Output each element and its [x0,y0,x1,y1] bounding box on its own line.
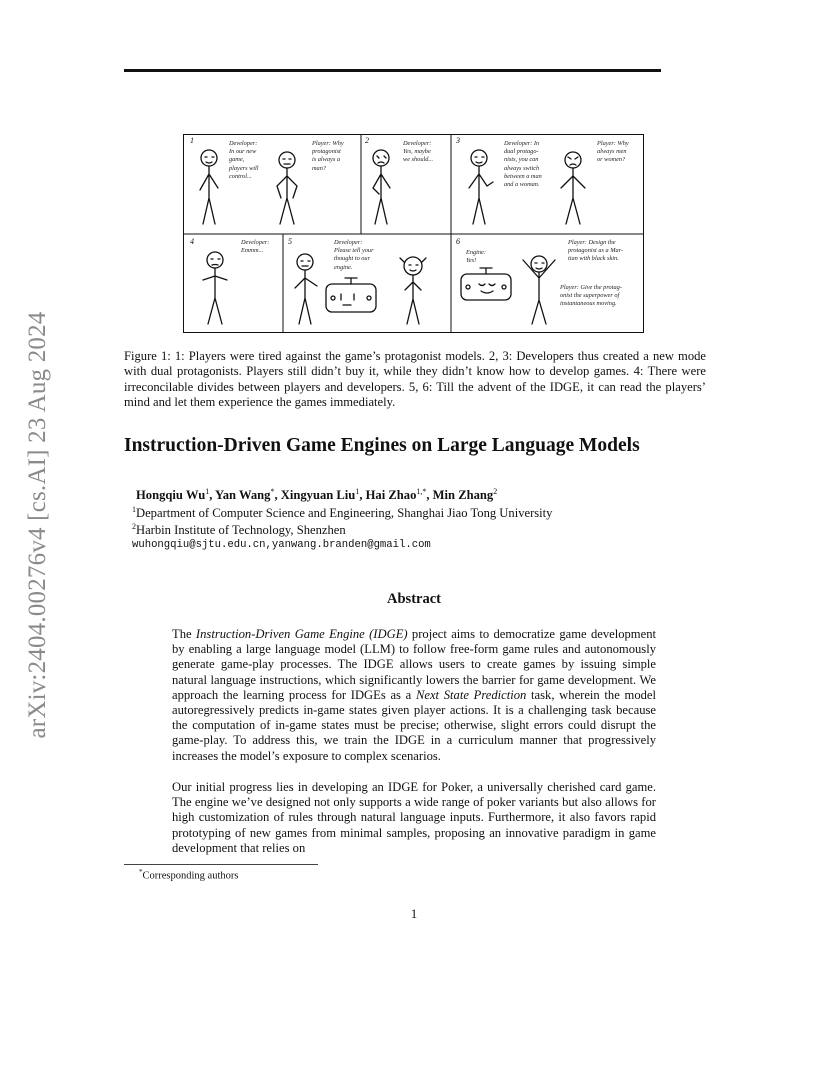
author-emails: wuhongqiu@sjtu.edu.cn,yanwang.branden@gmail.com [132,539,431,551]
panel-number: 1 [190,136,194,145]
panel-number: 3 [456,136,460,145]
panel-number: 5 [288,237,292,246]
abstract-paragraph [172,627,656,764]
abstract-text: task, wherein the model autoregressively predicts in-game states given player actions. It is a challenging task because the computation of in-game states must be precise; otherwise, slight errors could disrupt the game-play. To address this, we train the IDGE in a curriculum manner that progressively increases the model’s exposure to complex scenarios. [172,687,657,763]
affiliation-text: Department of Computer Science and Engineering, Shanghai Jiao Tong University [136,506,553,521]
affiliation-text: Harbin Institute of Technology, Shenzhen [136,523,346,538]
speech-bubble: Engine: Yes! [466,249,486,265]
page-number: 1 [410,907,418,921]
abstract-emphasis: Instruction-Driven Game Engine (IDGE) [195,627,408,641]
stick-figure-developer [373,150,390,224]
footnote [139,868,238,882]
abstract-text: project aims to democratize game development by enabling a large language model (LLM) to follow free-form game rules and autonomously generate game-play processes. The IDGE allows users to create games by issuing simple natural language instructions, which significantly lowers the barrier for game development. We approach the learning process for IDGEs as a [172,627,656,702]
author-name: Hongqiu Wu [136,488,206,503]
footnote-text: Corresponding authors [142,870,239,882]
speech-bubble: Player: Give the protag- onist the superpower of instantaneous moving. [560,284,622,308]
abstract-heading: Abstract [387,591,441,607]
figure-caption: Figure 1: 1: Players were tired against the game’s protagonist models. 2, 3: Developers thus created a new mode with dual protagonists. Players still didn’t buy it, while they didn’t know how to develop games. 4: There were irreconcilable divides between players and developers. 5, 6: Till the advent of the IDGE, it can read the players’ mind and let them experience the games immediately. [124,349,706,410]
stick-figure-developer [203,252,227,324]
author-list: Hongqiu Wu$^1$, Yan Wang*, Xingyuan Liu$^1$, Hai Zhao$^{1,*}$, Min Zhang$^2$ [136,487,498,503]
abstract-paragraph [172,780,656,856]
speech-bubble: Developer: In our new game, players will control... [229,140,259,180]
stick-figure-player [523,256,555,324]
footnote-rule [124,864,318,865]
author-name: Hai Zhao [365,488,417,503]
author-sup: 1 [355,487,360,496]
stick-figure-developer [469,150,493,224]
abstract-text: Our initial progress lies in developing an IDGE for Poker, a universally cherished card game. The engine we’ve designed not only supports a wide range of poker variants but also allows for high customization of rules through natural language inputs. Furthermore, it also favors rapid prototyping of new games from minimal samples, proposing an innovative paradigm in game development that relies on [172,780,656,855]
figure-comic [183,134,644,333]
abstract-emphasis: Next State Prediction [415,687,527,702]
speech-bubble: Player: Design the protagonist as a Mar- tian with black skin. [568,239,624,263]
game-console-icon [461,268,511,300]
stick-figure-developer [200,150,218,224]
speech-bubble: Developer: Yes, maybe we should... [403,140,434,164]
stick-figure-player [400,257,426,324]
footnote-mark: * [139,868,143,876]
affiliation [132,522,346,538]
author-sup: 1,* [416,487,427,496]
arxiv-identifier-text: arXiv:2404.00276v4 [cs.AI] 23 Aug 2024 [24,311,51,739]
paper-title: Instruction-Driven Game Engines on Large Language Models [124,435,640,456]
panel-number: 6 [456,237,460,246]
affiliation-sup: 2 [132,522,136,531]
author-name: Min Zhang [432,488,494,503]
stick-figure-player [277,152,297,224]
stick-figure-developer [295,254,317,324]
speech-bubble: Developer: In dual protago- nists, you can always switch between a man and a woman. [504,140,542,189]
panel-number: 4 [190,237,194,246]
author-sup: 2 [493,487,498,496]
author-name: Yan Wang [215,488,271,503]
speech-bubble: Developer: Please tell your thought to our engine. [334,239,374,271]
panel-number: 2 [365,136,369,145]
game-console-icon [326,278,376,312]
author-sup: 1 [205,487,210,496]
affiliation [132,505,552,521]
stick-figure-player [561,152,585,224]
author-name: Xingyuan Liu [280,488,356,503]
speech-bubble: Player: Why protagonist is always a man? [312,140,344,172]
arxiv-identifier [16,290,60,760]
speech-bubble: Developer: Emmm... [241,239,270,255]
author-sup: * [270,487,275,496]
affiliation-sup: 1 [132,505,136,514]
speech-bubble: Player: Why always men or women? [597,140,629,164]
header-rule [124,69,661,72]
abstract-text: The [172,627,196,641]
